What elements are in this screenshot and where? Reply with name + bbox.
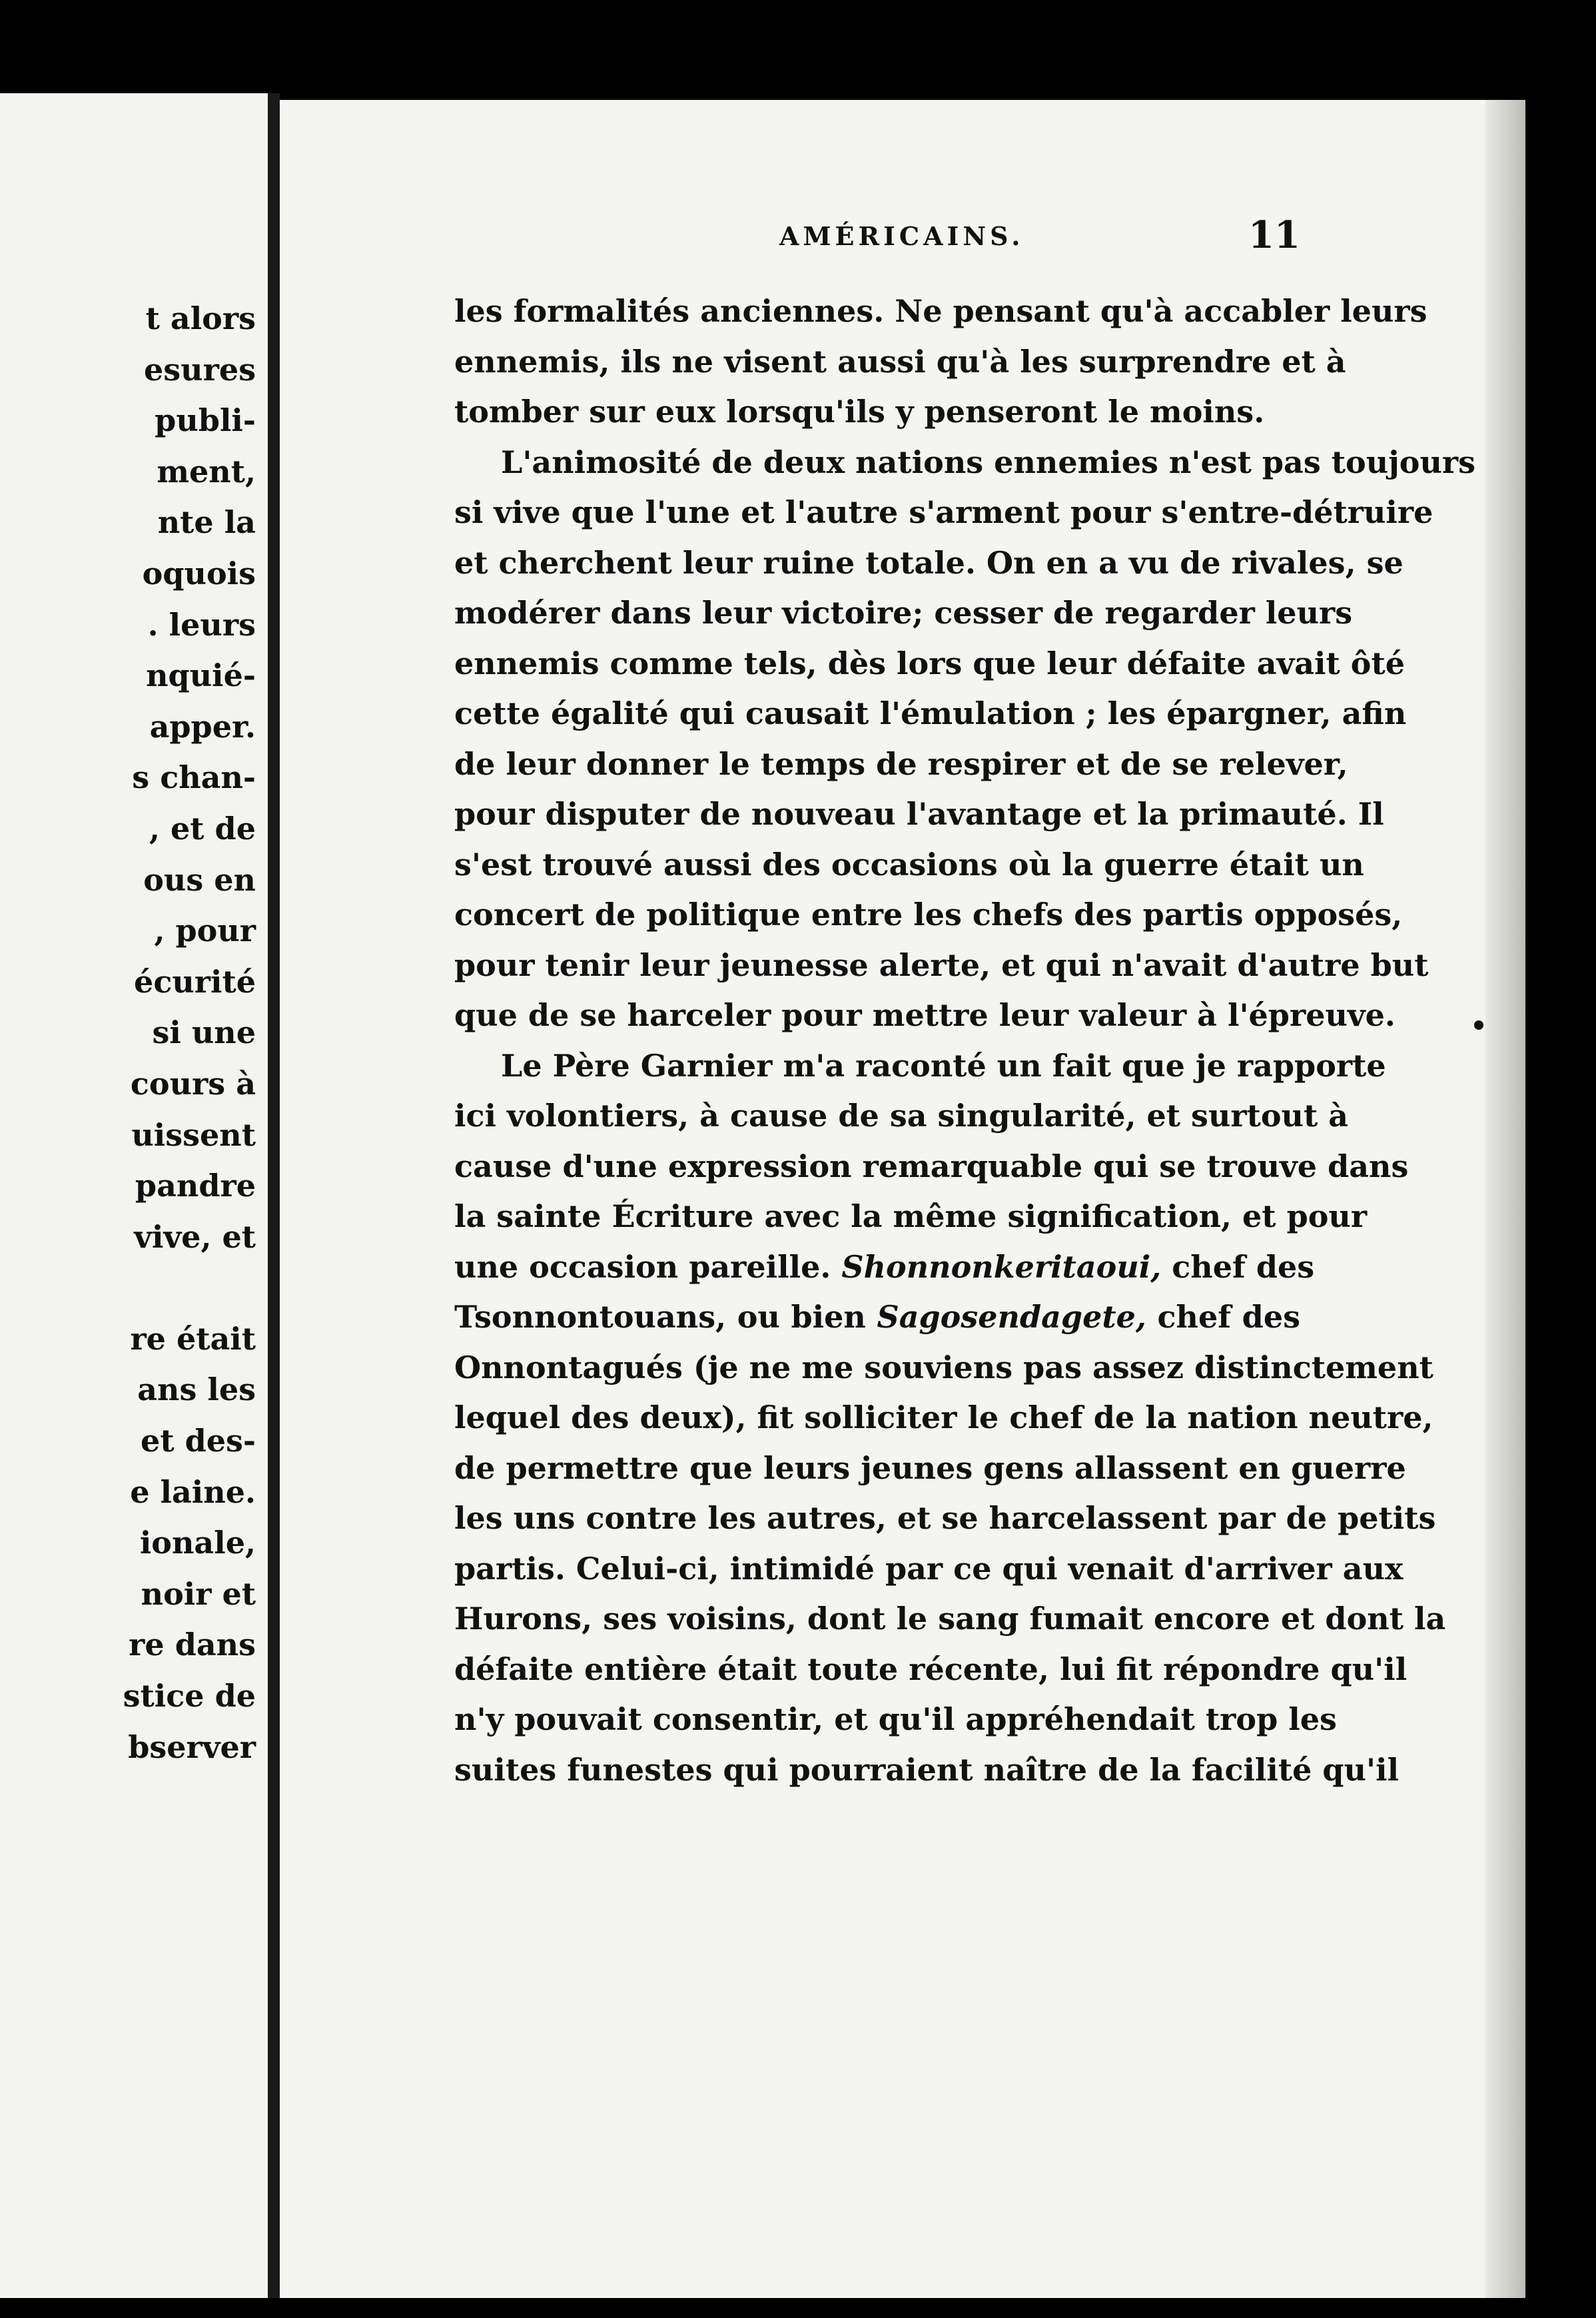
text-segment: chef des — [1157, 1299, 1300, 1335]
text-line: Onnontagués (je ne me souviens pas assez distinctement — [454, 1349, 1433, 1385]
text-line: modérer dans leur victoire; cesser de regarder leurs — [454, 595, 1353, 631]
text-line: L'animosité de deux nations ennemies n'est pas toujours — [501, 444, 1476, 480]
text-line: si vive que l'une et l'autre s'arment pour s'entre-détruire — [454, 494, 1433, 530]
text-line: de permettre que leurs jeunes gens allassent en guerre — [454, 1449, 1406, 1486]
left-line: t alors — [145, 300, 256, 336]
text-line: défaite entière était toute récente, lui fit répondre qu'il — [454, 1651, 1407, 1687]
text-line: Hurons, ses voisins, dont le sang fumait encore et dont la — [454, 1601, 1446, 1637]
left-line: apper. — [149, 708, 256, 745]
left-line: , et de — [149, 810, 256, 847]
text-line: ennemis, ils ne visent aussi qu'à les surprendre et à — [454, 343, 1346, 380]
left-line: publi- — [155, 402, 256, 439]
text-line: cause d'une expression remarquable qui se trouve dans — [454, 1148, 1409, 1184]
left-line — [123, 1262, 256, 1314]
left-line: uissent — [131, 1116, 256, 1153]
text-line: que de se harceler pour mettre leur valeur à l'épreuve. — [454, 997, 1396, 1033]
left-line: re était — [130, 1320, 256, 1357]
left-line: stice de — [123, 1678, 256, 1715]
left-line: noir et — [141, 1575, 256, 1612]
book-gutter — [268, 93, 280, 2298]
text-line: les formalités anciennes. Ne pensant qu'à accabler leurs — [454, 293, 1427, 329]
left-page — [0, 93, 268, 2298]
left-line: pandre — [135, 1168, 256, 1204]
text-line: Le Père Garnier m'a raconté un fait que je rapporte — [501, 1047, 1386, 1084]
left-line: si une — [152, 1014, 256, 1051]
text-line: pour tenir leur jeunesse alerte, et qui n'avait d'autre but — [454, 947, 1429, 983]
left-line: e laine. — [130, 1473, 256, 1510]
text-line: tomber sur eux lorsqu'ils y penseront le moins. — [454, 394, 1265, 430]
text-segment: Tsonnontouans, ou bien — [454, 1299, 866, 1335]
text-line: cette égalité qui causait l'émulation ; les épargner, afin — [454, 695, 1407, 731]
italic-name: Sagosendagete, — [877, 1299, 1146, 1335]
left-line: et des- — [141, 1423, 256, 1459]
text-segment: une occasion pareille. — [454, 1248, 831, 1285]
left-line: cours à — [130, 1065, 256, 1102]
left-line: écurité — [134, 963, 256, 1000]
left-line: bserver — [128, 1729, 256, 1765]
left-line: re dans — [129, 1627, 256, 1663]
text-line: pour disputer de nouveau l'avantage et la primauté. Il — [454, 796, 1384, 832]
left-line: ous en — [143, 861, 256, 898]
text-line: la sainte Écriture avec la même signification, et pour — [454, 1198, 1368, 1234]
text-line: les uns contre les autres, et se harcelassent par de petits — [454, 1500, 1436, 1536]
left-line: s chan- — [132, 759, 256, 796]
left-line: oquois — [142, 555, 256, 591]
ink-speck — [1474, 1020, 1483, 1030]
text-line: partis. Celui-ci, intimidé par ce qui venait d'arriver aux — [454, 1550, 1403, 1587]
text-line: n'y pouvait consentir, et qu'il appréhendait trop les — [454, 1701, 1337, 1737]
left-line: . leurs — [147, 606, 256, 643]
text-line: suites funestes qui pourraient naître de la facilité qu'il — [454, 1751, 1399, 1788]
text-line — [454, 1242, 1315, 1293]
left-line: ionale, — [139, 1525, 256, 1561]
text-line: s'est trouvé aussi des occasions où la guerre était un — [454, 846, 1364, 883]
left-line: ment, — [157, 453, 256, 490]
text-line: et cherchent leur ruine totale. On en a vu de rivales, se — [454, 544, 1403, 581]
text-segment: chef des — [1172, 1248, 1315, 1285]
left-line: nte la — [157, 504, 256, 541]
text-line: ici volontiers, à cause de sa singularité, et surtout à — [454, 1098, 1349, 1134]
running-title: AMÉRICAINS. — [779, 221, 1024, 251]
text-line: de leur donner le temps de respirer et de se relever, — [454, 745, 1348, 782]
text-line — [454, 1292, 1300, 1343]
left-page-text — [123, 293, 256, 1772]
text-line: lequel des deux), fit solliciter le chef de la nation neutre, — [454, 1399, 1433, 1435]
left-line: vive, et — [134, 1218, 256, 1255]
page-edge-shadow — [1485, 100, 1525, 2298]
left-line: ans les — [137, 1371, 256, 1408]
page-number: 11 — [1248, 213, 1300, 257]
text-line: concert de politique entre les chefs des partis opposés, — [454, 897, 1403, 933]
left-line: nquié- — [146, 657, 256, 694]
text-line: ennemis comme tels, dès lors que leur défaite avait ôté — [454, 645, 1405, 681]
body-text — [454, 286, 1476, 1795]
italic-name: Shonnonkeritaoui, — [841, 1248, 1162, 1285]
left-line: esures — [143, 351, 256, 388]
left-line: , pour — [154, 913, 256, 949]
